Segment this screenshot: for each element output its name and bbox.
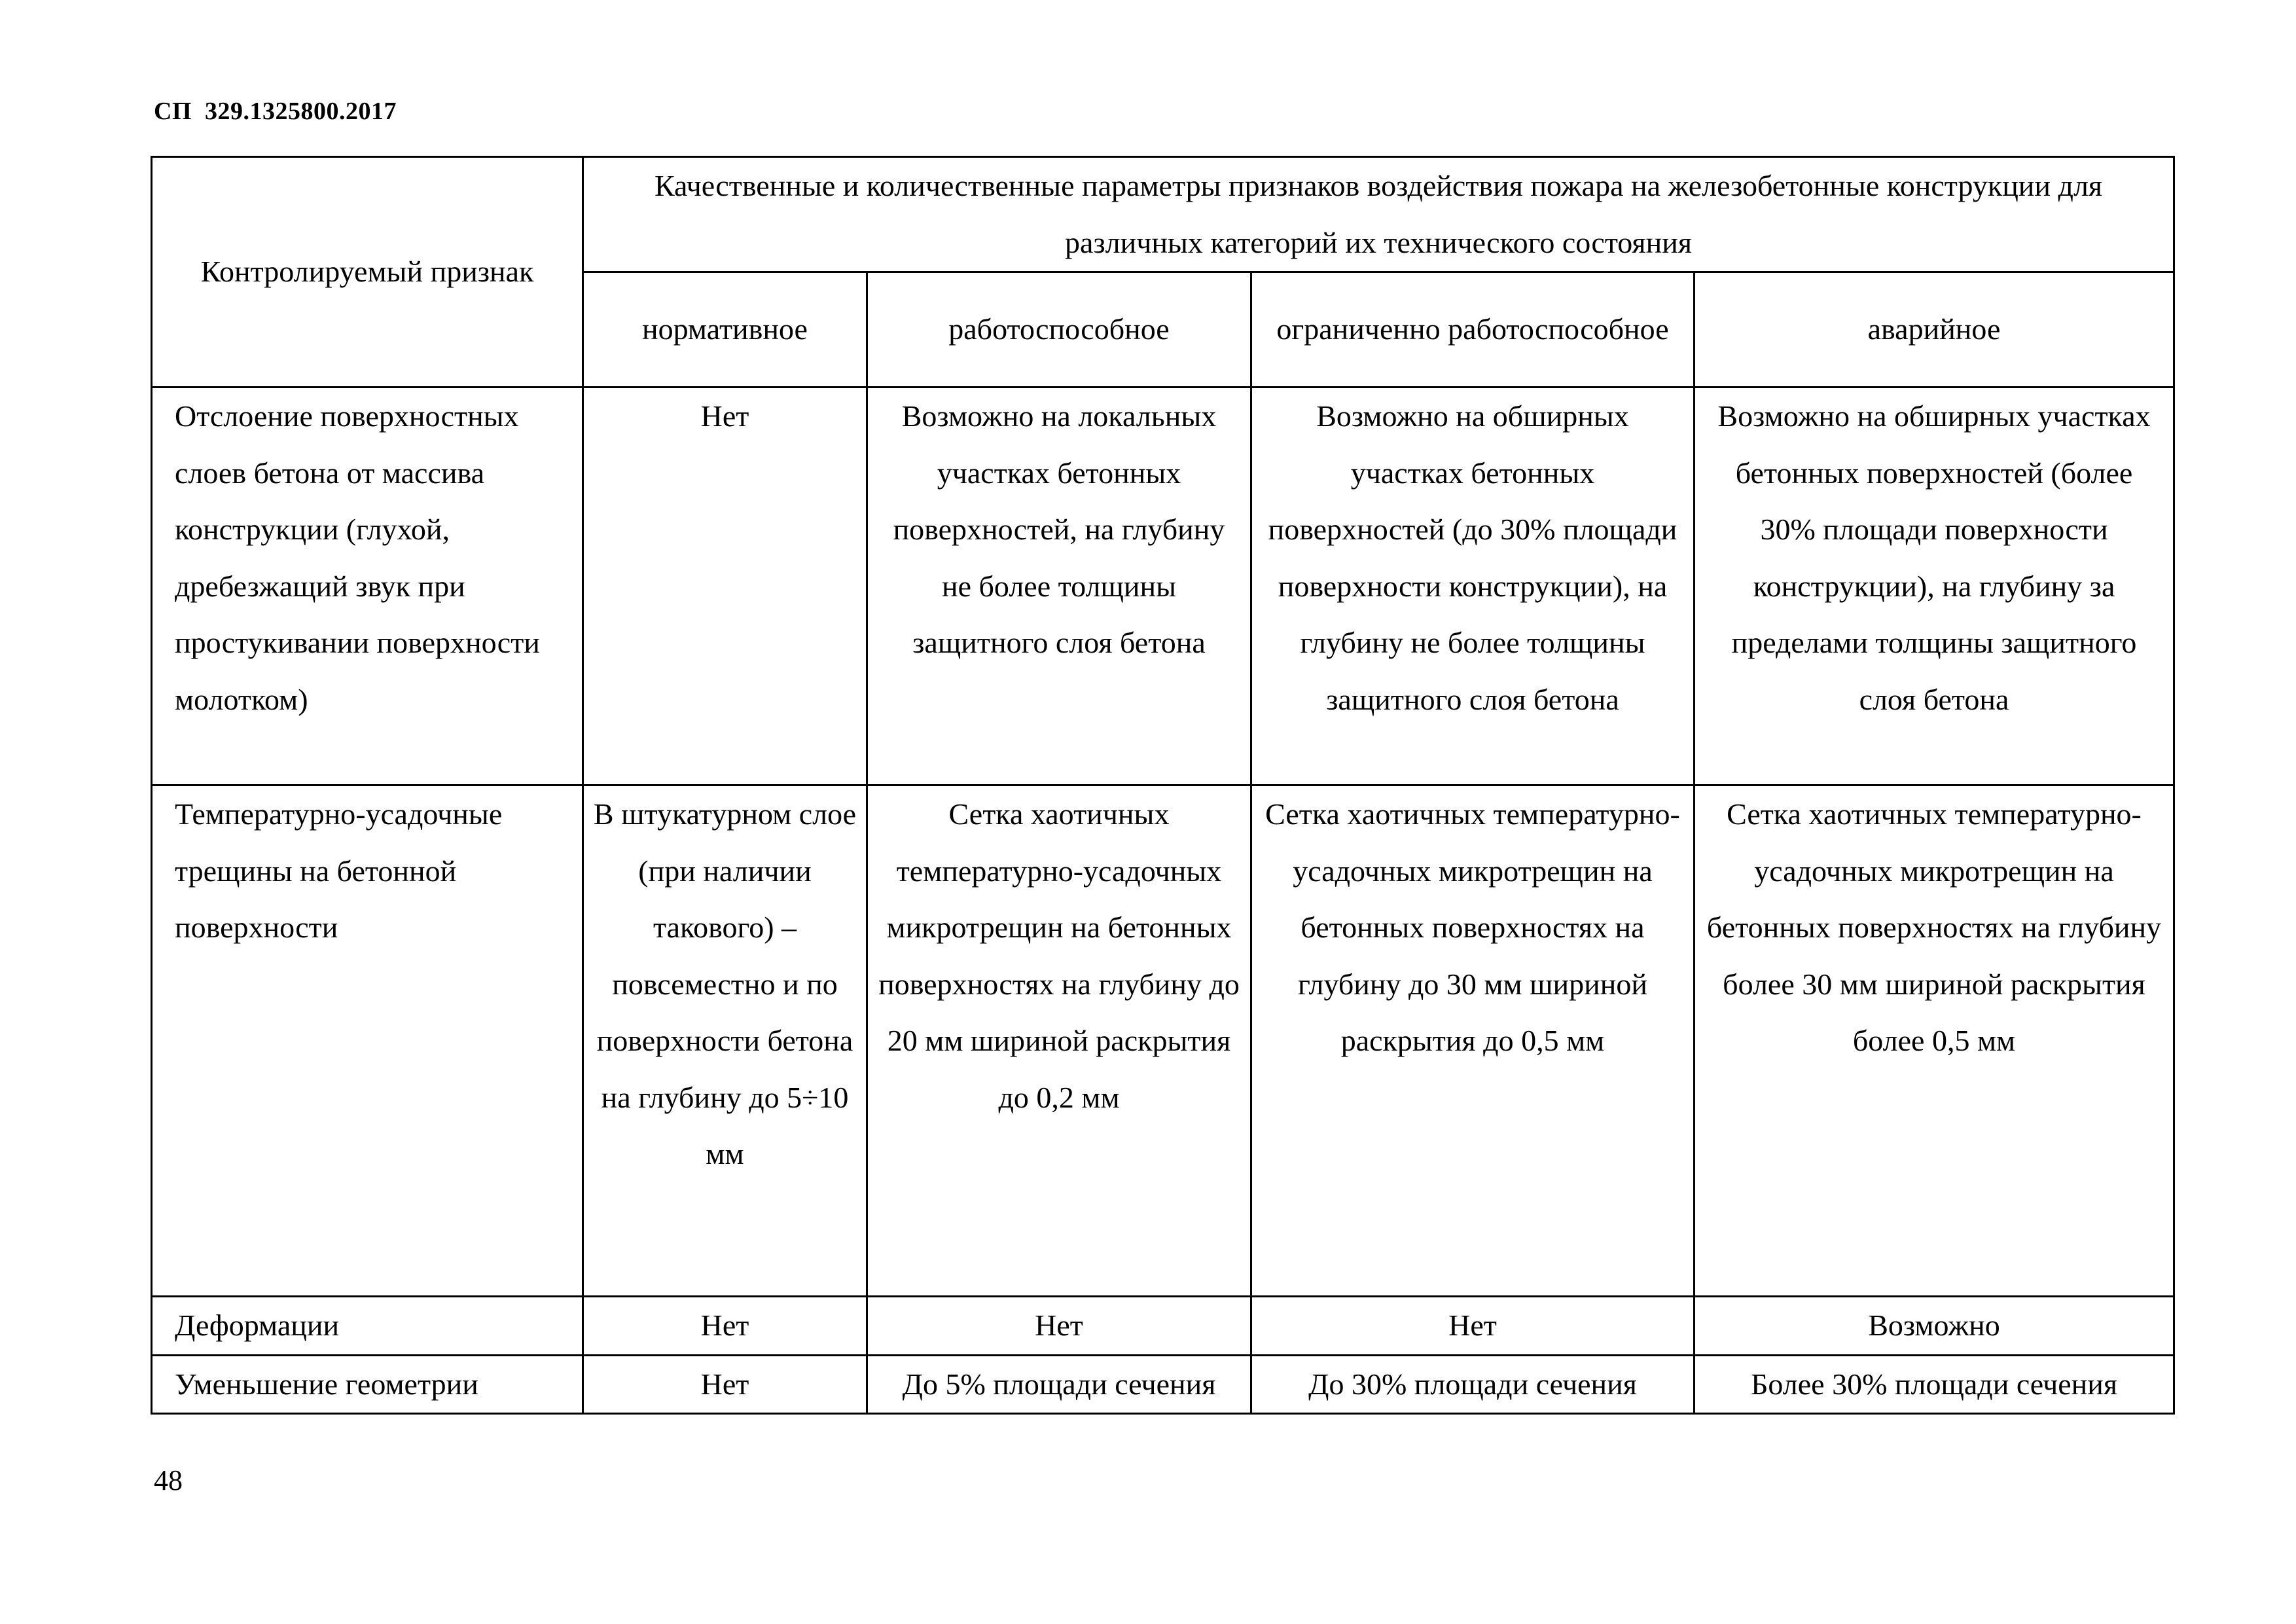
table-row — [152, 388, 2174, 785]
row-feature-cell — [152, 785, 583, 1297]
row-feature-label: Отслоение поверхностных слоев бетона от массива конструкции (глухой, дребезжащий звук при простукивании поверхности молотком) — [175, 399, 540, 716]
table-cell — [1251, 785, 1695, 1297]
cell-value: Нет — [700, 399, 749, 433]
cell-value: Сетка хаотичных температурно-усадочных микротрещин на бетонных поверхностях на глубину до 20 мм шириной раскрытия до 0,2 мм — [878, 797, 1240, 1114]
fire-damage-table — [151, 156, 2175, 1415]
table-header-row-top — [152, 157, 2174, 272]
cell-value: До 5% площади сечения — [902, 1367, 1216, 1401]
header-parameters-cell — [583, 157, 2174, 272]
cell-value: Возможно на обширных участках бетонных поверхностей (более 30% площади поверхности конструкции), на глубину за пределами толщины защитного слоя бетона — [1717, 399, 2151, 716]
table-cell — [867, 785, 1251, 1297]
row-feature-label: Температурно-усадочные трещины на бетонной поверхности — [175, 797, 503, 944]
header-category-normative — [583, 272, 867, 388]
row-feature-cell — [152, 1297, 583, 1356]
cell-value: В штукатурном слое (при наличии такового) – повсеместно и по поверхности бетона на глубину до 5÷10 мм — [593, 797, 857, 1170]
cell-value: Возможно на локальных участках бетонных поверхностей, на глубину не более толщины защитного слоя бетона — [893, 399, 1225, 659]
category-label: ограниченно работоспособное — [1276, 312, 1669, 346]
table-row — [152, 1355, 2174, 1414]
table-row — [152, 785, 2174, 1297]
row-feature-label: Уменьшение геометрии — [175, 1367, 478, 1401]
cell-value: Сетка хаотичных температурно-усадочных микротрещин на бетонных поверхностях на глубину более 30 мм шириной раскрытия более 0,5 мм — [1706, 797, 2162, 1057]
table-cell — [583, 388, 867, 785]
header-category-operable — [867, 272, 1251, 388]
header-category-limited — [1251, 272, 1695, 388]
cell-value: Нет — [1448, 1308, 1497, 1342]
category-label: аварийное — [1867, 312, 2001, 346]
cell-value: Нет — [1035, 1308, 1083, 1342]
table-cell — [867, 388, 1251, 785]
table-cell — [1695, 388, 2174, 785]
row-feature-cell — [152, 388, 583, 785]
table-cell — [583, 1355, 867, 1414]
cell-value: Более 30% площади сечения — [1750, 1367, 2118, 1401]
cell-value: Нет — [700, 1308, 749, 1342]
table-cell — [1251, 1297, 1695, 1356]
table-cell — [867, 1355, 1251, 1414]
table-cell — [1251, 388, 1695, 785]
header-parameters-title: Качественные и количественные параметры признаков воздействия пожара на железобетонные конструкции для различных категорий их технического состояния — [654, 169, 2103, 259]
cell-value: До 30% площади сечения — [1308, 1367, 1637, 1401]
table-cell — [867, 1297, 1251, 1356]
document-header: СП 329.1325800.2017 — [154, 98, 397, 125]
cell-value: Возможно — [1868, 1308, 2000, 1342]
table-cell — [1695, 785, 2174, 1297]
header-category-emergency — [1695, 272, 2174, 388]
table-row — [152, 1297, 2174, 1356]
header-feature-cell — [152, 157, 583, 388]
table-cell — [1695, 1355, 2174, 1414]
table-cell — [583, 785, 867, 1297]
row-feature-label: Деформации — [175, 1308, 340, 1342]
category-label: нормативное — [642, 312, 808, 346]
table-cell — [583, 1297, 867, 1356]
page-number: 48 — [154, 1464, 183, 1496]
row-feature-cell — [152, 1355, 583, 1414]
category-label: работоспособное — [948, 312, 1170, 346]
cell-value: Возможно на обширных участках бетонных поверхностей (до 30% площади поверхности конструкции), на глубину не более толщины защитного слоя бетона — [1268, 399, 1677, 716]
table-cell — [1251, 1355, 1695, 1414]
cell-value: Сетка хаотичных температурно-усадочных микротрещин на бетонных поверхностях на глубину до 30 мм шириной раскрытия до 0,5 мм — [1265, 797, 1680, 1057]
table-cell — [1695, 1297, 2174, 1356]
header-feature-label: Контролируемый признак — [200, 255, 534, 289]
cell-value: Нет — [700, 1367, 749, 1401]
